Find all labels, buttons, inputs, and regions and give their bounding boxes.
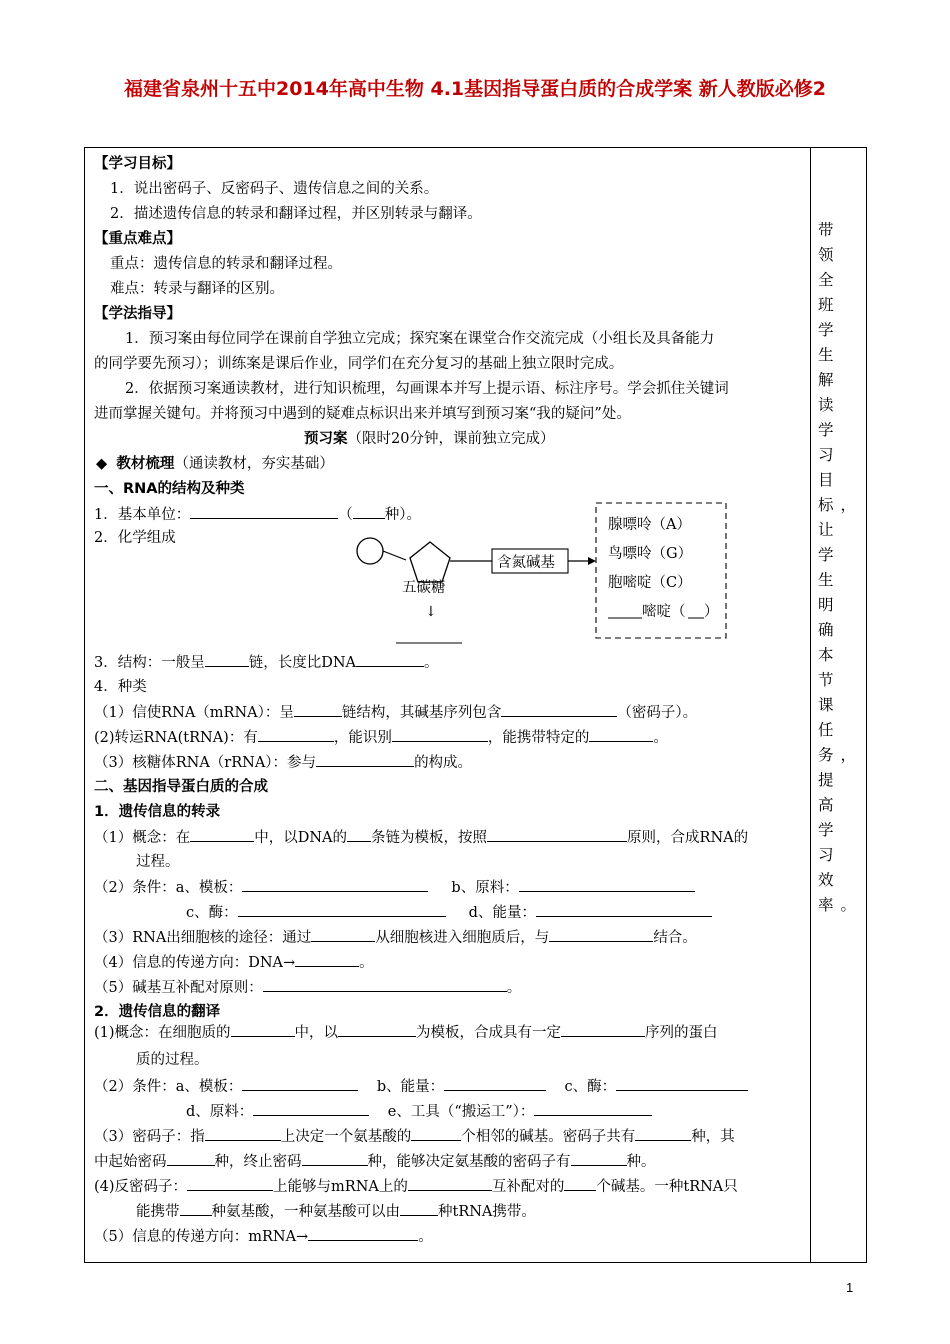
t-line-1b: 过程。 — [136, 854, 180, 870]
s1-line-6 — [94, 727, 668, 748]
r8-b: 。 — [418, 1229, 433, 1245]
s1-l5-a: （1）信使RNA（mRNA）：呈 — [94, 705, 294, 721]
blank — [205, 652, 249, 667]
r2-c: c、酶： — [564, 1079, 617, 1095]
blank — [408, 1176, 492, 1191]
blank — [392, 727, 488, 742]
s1-line-7 — [94, 752, 472, 773]
blank — [356, 652, 424, 667]
s1-l5-c: （密码子）。 — [617, 705, 698, 721]
r6-b: 上能够与mRNA上的 — [273, 1179, 408, 1195]
phosphate-circle — [357, 538, 383, 564]
blank — [347, 827, 371, 842]
down-arrow: ↓ — [425, 604, 437, 620]
blank — [190, 827, 254, 842]
s1-l3-b: 链，长度比DNA — [248, 655, 357, 671]
pyrimidine-label: 嘧啶（ — [642, 604, 686, 620]
textbook-line — [96, 454, 334, 474]
blank — [302, 1151, 368, 1166]
blank — [316, 752, 414, 767]
preview-note: （限时20分钟，课前独立完成） — [347, 431, 555, 447]
t4-c: 结合。 — [653, 930, 697, 946]
t3-a: c、酶： — [186, 905, 238, 921]
blank — [519, 877, 695, 892]
s1-l1-a: 1．基本单位： — [94, 507, 191, 523]
blank — [205, 1126, 281, 1141]
r4-d: 种，其 — [691, 1129, 735, 1145]
blank — [564, 1176, 596, 1191]
page-number: 1 — [846, 1280, 854, 1295]
r-line-7 — [136, 1201, 536, 1222]
r-line-1 — [94, 1022, 718, 1043]
r5-a: 中起始密码 — [94, 1154, 167, 1170]
s1-l1-c: 种）。 — [384, 507, 421, 523]
s1-line-3 — [94, 652, 439, 673]
blank — [294, 702, 342, 717]
s1-line-4: 4．种类 — [94, 679, 147, 695]
blank — [616, 1076, 748, 1091]
blank — [311, 927, 375, 942]
r1-d: 序列的蛋白 — [645, 1025, 718, 1041]
s1-l6-a: (2)转运RNA(tRNA)：有 — [94, 730, 258, 746]
t2-b: b、原料： — [451, 880, 519, 896]
t3-b: d、能量： — [468, 905, 536, 921]
bullet-icon: ◆ — [96, 456, 108, 472]
cytosine-label: 胞嘧啶（C） — [608, 575, 692, 591]
r-line-8 — [94, 1226, 433, 1247]
blank — [400, 1201, 438, 1216]
t-line-1 — [94, 827, 748, 848]
key-point: 重点：遗传信息的转录和翻译过程。 — [110, 256, 342, 272]
r6-a: (4)反密码子： — [94, 1179, 188, 1195]
s1-line-5 — [94, 702, 697, 723]
textbook-label: 教材梳理 — [116, 456, 175, 472]
method-p2-b: 进而掌握关键句。并将预习中遇到的疑难点标识出来并填写到预习案“我的疑问”处。 — [94, 406, 631, 422]
t1-b: 中，以DNA的 — [254, 830, 348, 846]
t5-b: 。 — [359, 955, 374, 971]
t2-a: （2）条件：a、模板： — [94, 880, 243, 896]
s1-l6-d: 。 — [653, 730, 668, 746]
section-2-heading: 二、基因指导蛋白质的合成 — [94, 779, 268, 795]
r7-a: 能携带 — [136, 1204, 180, 1220]
t4-b: 从细胞核进入细胞质后，与 — [375, 930, 550, 946]
textbook-note: （通读教材，夯实基础） — [174, 456, 334, 472]
blank — [589, 727, 653, 742]
r1-c: 为模板，合成具有一定 — [416, 1025, 562, 1041]
blank — [561, 1022, 645, 1037]
adenine-label: 腺嘌呤（A） — [608, 517, 691, 533]
r4-b: 上决定一个氨基酸的 — [280, 1129, 412, 1145]
s1-l1-b: （ — [338, 507, 353, 523]
section-1-heading: 一、RNA的结构及种类 — [94, 481, 245, 497]
arrow-head — [588, 557, 596, 565]
method-p2-a: 2．依据预习案通读教材，进行知识梳理，勾画课本并写上提示语、标注序号。学会抓住关键词 — [125, 381, 729, 397]
r5-d: 种。 — [626, 1154, 656, 1170]
column-divider — [810, 147, 811, 1263]
s1-l7-b: 的构成。 — [414, 755, 473, 771]
t6-b: 。 — [506, 980, 522, 996]
r3-b: e、工具（“搬运工”）： — [387, 1104, 535, 1120]
s1-l5-b: 链结构，其碱基序列包含 — [341, 705, 502, 721]
objective-2: 2．描述遗传信息的转录和翻译过程，并区别转录与翻译。 — [110, 206, 482, 222]
blank — [308, 1226, 418, 1241]
blank — [295, 952, 359, 967]
objectives-heading: 【学习目标】 — [94, 156, 181, 172]
pentose-pentagon — [410, 542, 450, 582]
blank — [180, 1201, 212, 1216]
blank — [231, 1022, 295, 1037]
difficult-point: 难点：转录与翻译的区别。 — [110, 281, 284, 297]
r4-c: 个相邻的碱基。密码子共有 — [461, 1129, 636, 1145]
transcription-heading: 1．遗传信息的转录 — [94, 804, 221, 820]
t1-a: （1）概念：在 — [94, 830, 191, 846]
blank — [501, 702, 617, 717]
method-p1-a: 1．预习案由每位同学在课前自学独立完成；探究案在课堂合作交流完成（小组长及具备能力 — [125, 331, 715, 347]
s1-l3-c: 。 — [424, 655, 439, 671]
s1-l6-b: ，能识别 — [333, 730, 392, 746]
sugar-label: 五碳糖 — [402, 580, 446, 596]
r7-b: 种氨基酸，一种氨基酸可以由 — [211, 1204, 400, 1220]
blank — [534, 1101, 652, 1116]
r1-b: 中，以 — [294, 1025, 339, 1041]
translation-heading: 2．遗传信息的翻译 — [94, 1004, 221, 1020]
s1-l3-a: 3．结构：一般呈 — [94, 655, 205, 671]
t1-c: 条链为模板，按照 — [371, 830, 488, 846]
r2-a: （2）条件：a、模板： — [94, 1079, 243, 1095]
t4-a: （3）RNA出细胞核的途径：通过 — [94, 930, 312, 946]
method-p1-b: 的同学要先预习）；训练案是课后作业，同学们在充分复习的基础上独立限时完成。 — [94, 356, 624, 372]
t-line-4 — [94, 927, 697, 948]
r5-b: 种，终止密码 — [214, 1154, 302, 1170]
r7-c: 种tRNA携带。 — [438, 1204, 536, 1220]
t-line-6 — [94, 977, 521, 998]
blank — [338, 1022, 416, 1037]
key-points-heading: 【重点难点】 — [94, 231, 181, 247]
r3-a: d、原料： — [186, 1104, 254, 1120]
blank — [167, 1151, 215, 1166]
r-line-4 — [94, 1126, 735, 1147]
r1-a: (1)概念：在细胞质的 — [94, 1025, 231, 1041]
t-line-3 — [186, 902, 712, 923]
r2-b: b、能量： — [376, 1079, 445, 1095]
blank — [190, 504, 338, 519]
r5-c: 种，能够决定氨基酸的密码子有 — [367, 1154, 571, 1170]
blank — [487, 827, 627, 842]
r4-a: （3）密码子：指 — [94, 1129, 205, 1145]
rna-structure-diagram — [350, 498, 740, 650]
blank — [571, 1151, 627, 1166]
r8-a: （5）信息的传递方向：mRNA→ — [94, 1229, 309, 1245]
document-title: 福建省泉州十五中2014年高中生物 4.1基因指导蛋白质的合成学案 新人教版必修2 — [124, 78, 826, 100]
r-line-5 — [94, 1151, 656, 1172]
r6-c: 互补配对的 — [491, 1179, 565, 1195]
blank — [258, 727, 334, 742]
s1-l7-a: （3）核糖体RNA（rRNA）：参与 — [94, 755, 317, 771]
blank — [187, 1176, 273, 1191]
blank — [444, 1076, 546, 1091]
blank — [635, 1126, 691, 1141]
t5-a: （4）信息的传递方向：DNA→ — [94, 955, 296, 971]
preview-line — [304, 429, 554, 449]
t-line-2 — [94, 877, 695, 898]
blank — [242, 877, 428, 892]
close-paren: ） — [704, 604, 719, 620]
side-note: 带领全班学生解读学习目标，让学生明确本节课任务，提高学习效率。 — [818, 221, 864, 914]
blank — [549, 927, 653, 942]
blank — [536, 902, 712, 917]
blank — [411, 1126, 461, 1141]
t-line-5 — [94, 952, 374, 973]
bond-line — [383, 551, 406, 560]
blank — [242, 1076, 358, 1091]
base-label: 含氮碱基 — [497, 555, 555, 571]
guanine-label: 鸟嘌呤（G） — [608, 546, 693, 562]
preview-label: 预习案 — [304, 431, 348, 447]
s1-line-2: 2．化学组成 — [94, 530, 176, 546]
objective-1: 1．说出密码子、反密码子、遗传信息之间的关系。 — [110, 181, 439, 197]
blank — [238, 902, 446, 917]
method-heading: 【学法指导】 — [94, 306, 181, 322]
s1-l6-c: ，能携带特定的 — [487, 730, 590, 746]
blank — [253, 1101, 369, 1116]
r-line-6 — [94, 1176, 738, 1197]
t1-d: 原则，合成RNA的 — [627, 830, 749, 846]
r-line-3 — [186, 1101, 652, 1122]
r-line-1b: 质的过程。 — [136, 1052, 209, 1068]
t6-a: （5）碱基互补配对原则： — [94, 980, 263, 996]
r6-d: 个碱基。一种tRNA只 — [596, 1179, 738, 1195]
r-line-2 — [94, 1076, 748, 1097]
blank — [263, 977, 507, 992]
